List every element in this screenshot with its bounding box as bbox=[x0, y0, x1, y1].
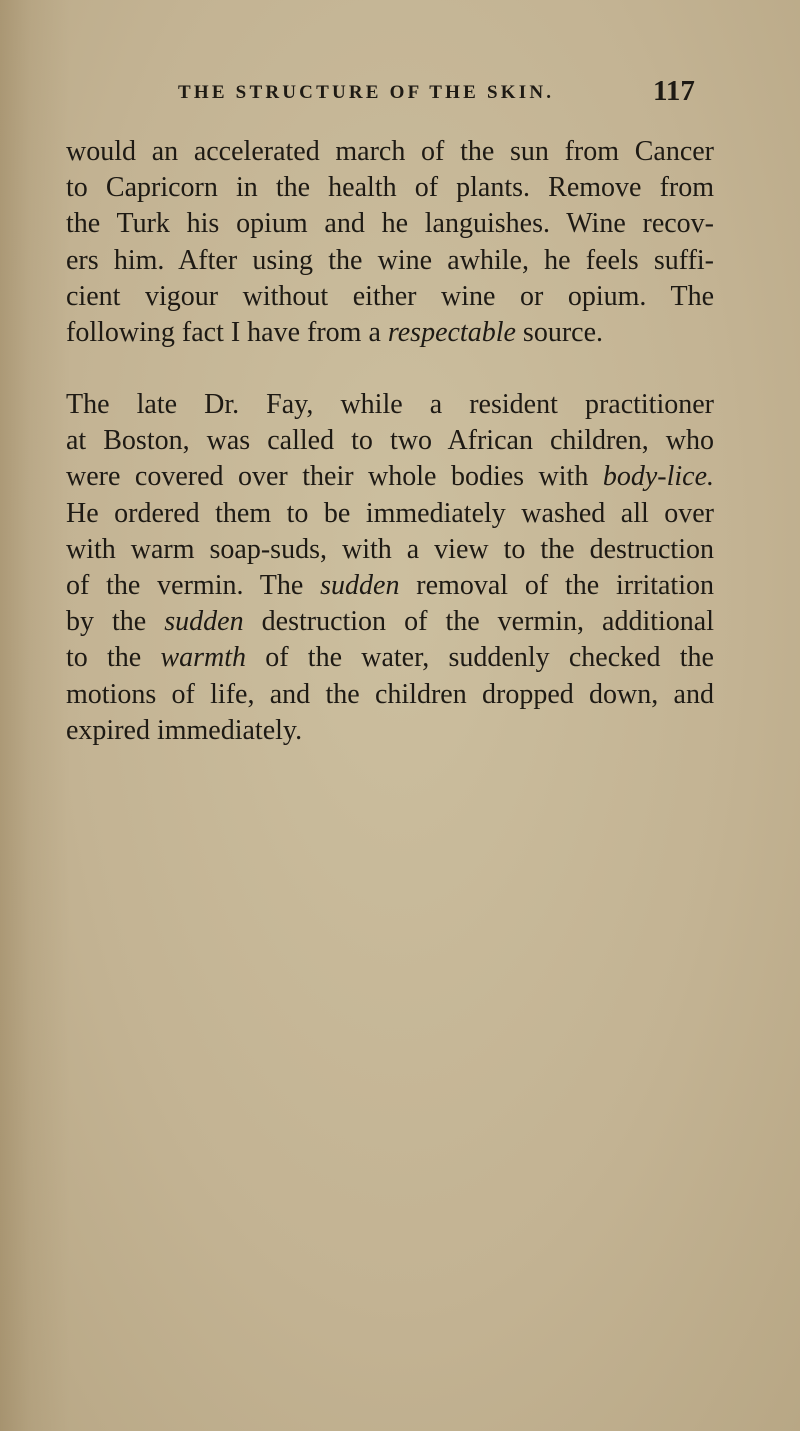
italic-emphasis: warmth bbox=[160, 642, 247, 674]
text-run: of the water, suddenly checked the bbox=[246, 642, 714, 674]
text-line: The late Dr. Fay, while a resident practitioner bbox=[66, 389, 714, 420]
text-run: destruction of the vermin, additional bbox=[243, 606, 714, 638]
text-line bbox=[66, 315, 714, 351]
text-line: the Turk his opium and he languishes. Wine recov- bbox=[66, 208, 714, 240]
text-line bbox=[66, 459, 714, 495]
text-line: cient vigour without either wine or opium. The bbox=[66, 280, 714, 312]
text-line: expired immediately. bbox=[66, 714, 303, 746]
text-run: of the vermin. The bbox=[66, 569, 321, 601]
text-line: He ordered them to be immediately washed all over bbox=[66, 497, 714, 529]
running-title: THE STRUCTURE OF THE SKIN. bbox=[178, 82, 555, 103]
text-line bbox=[66, 640, 714, 676]
page-number: 117 bbox=[653, 75, 695, 107]
text-line: at Boston, was called to two African children, who bbox=[66, 425, 714, 457]
text-line bbox=[66, 568, 714, 604]
text-line: with warm soap-suds, with a view to the destruction bbox=[66, 533, 714, 565]
text-line: to Capricorn in the health of plants. Remove from bbox=[66, 172, 714, 204]
italic-emphasis: body-lice. bbox=[602, 461, 714, 493]
text-run: removal of the irritation bbox=[399, 569, 714, 601]
text-run: by the bbox=[66, 606, 165, 638]
italic-emphasis: respectable bbox=[387, 316, 516, 348]
text-line bbox=[66, 604, 714, 640]
text-line: would an accelerated march of the sun from Cancer bbox=[66, 136, 714, 167]
paragraph-2 bbox=[66, 387, 714, 749]
running-head bbox=[0, 75, 720, 120]
text-run: to the bbox=[66, 642, 161, 674]
text-line: motions of life, and the children dropped down, and bbox=[66, 678, 714, 710]
paragraph-1 bbox=[66, 134, 714, 351]
text-line: ers him. After using the wine awhile, he feels suffi- bbox=[66, 244, 714, 276]
text-run: were covered over their whole bodies with bbox=[66, 461, 603, 493]
italic-emphasis: sudden bbox=[164, 606, 244, 638]
text-run: source. bbox=[515, 316, 603, 348]
text-run: following fact I have from a bbox=[66, 316, 388, 348]
italic-emphasis: sudden bbox=[320, 569, 400, 601]
